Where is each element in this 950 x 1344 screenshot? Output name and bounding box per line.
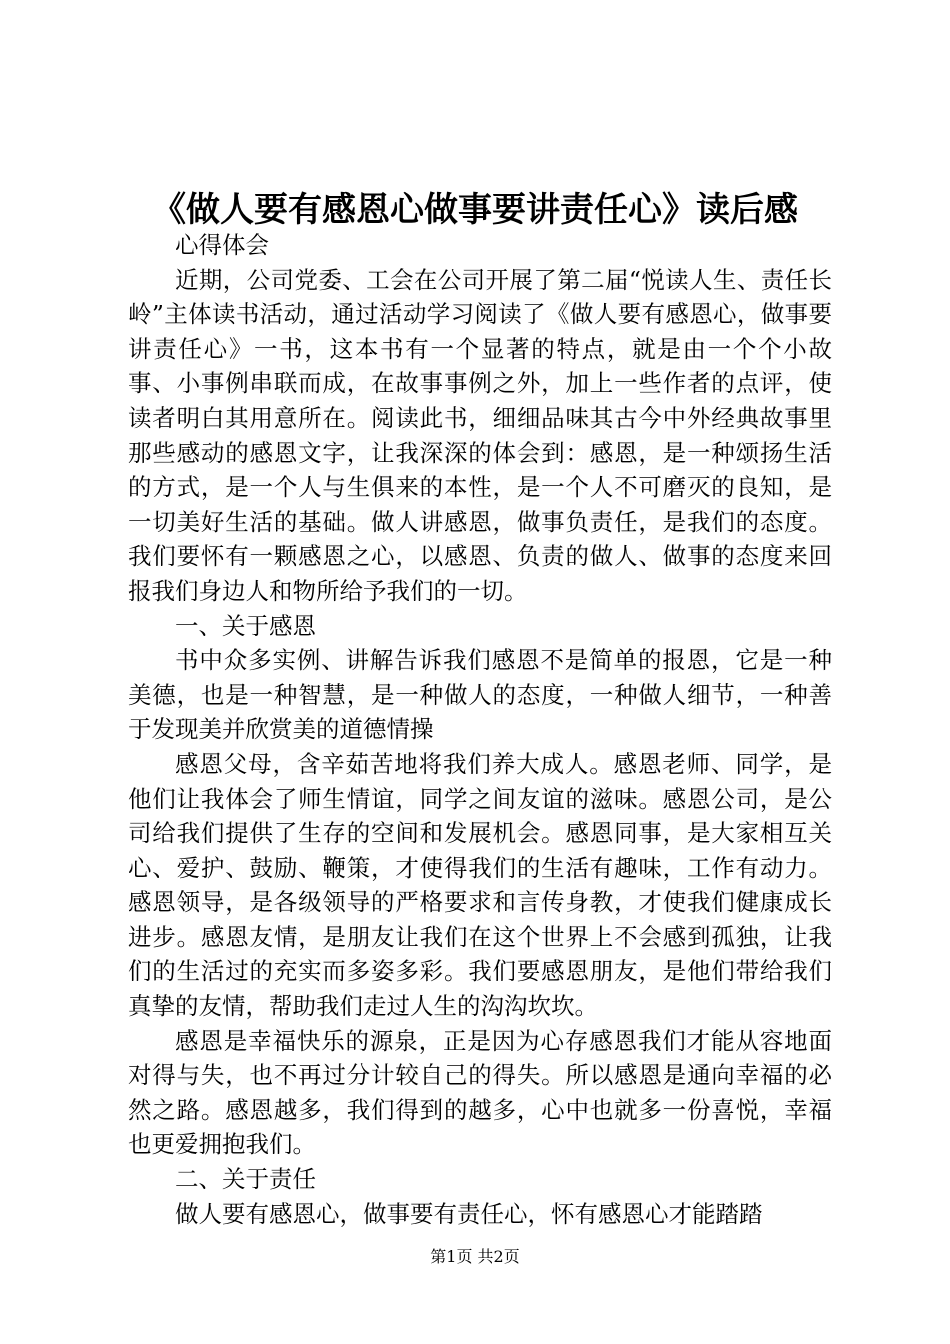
paragraph: 书中众多实例、讲解告诉我们感恩不是简单的报恩，它是一种美德，也是一种智慧，是一种做人的态度，一种做人细节，一种善于发现美并欣赏美的道德情操	[128, 646, 832, 744]
paragraph-intro: 近期，公司党委、工会在公司开展了第二届“悦读人生、责任长岭”主体读书活动，通过活动学习阅读了《做人要有感恩心，做事要讲责任心》一书，这本书有一个显著的特点，就是由一个个小故事、小事例串联而成，在故事事例之外，加上一些作者的点评，使读者明白其用意所在。阅读此书，细细品味其古今中外经典故事里那些感动的感恩文字，让我深深的体会到：感恩，是一种颂扬生活的方式，是一个人与生俱来的本性，是一个人不可磨灭的良知，是一切美好生活的基础。做人讲感恩，做事负责任，是我们的态度。我们要怀有一颗感恩之心，以感恩、负责的做人、做事的态度来回报我们身边人和物所给予我们的一切。	[128, 265, 832, 605]
paragraph: 感恩是幸福快乐的源泉，正是因为心存感恩我们才能从容地面对得与失，也不再过分计较自己的得失。所以感恩是通向幸福的必然之路。感恩越多，我们得到的越多，心中也就多一份喜悦，幸福也更爱拥抱我们。	[128, 1026, 832, 1159]
section-heading-responsibility: 二、关于责任	[175, 1165, 316, 1194]
document-title: 《做人要有感恩心做事要讲责任心》读后感	[152, 190, 798, 230]
paragraph-subtitle: 心得体会	[175, 231, 269, 259]
paragraph: 做人要有感恩心，做事要有责任心，怀有感恩心才能踏踏	[175, 1199, 763, 1228]
paragraph: 感恩父母，含辛茹苦地将我们养大成人。感恩老师、同学，是他们让我体会了师生情谊，同学之间友谊的滋味。感恩公司，是公司给我们提供了生存的空间和发展机会。感恩同事，是大家相互关心、爱护、鼓励、鞭策，才使得我们的生活有趣味，工作有动力。感恩领导，是各级领导的严格要求和言传身教，才使我们健康成长进步。感恩友情，是朋友让我们在这个世界上不会感到孤独，让我们的生活过的充实而多姿多彩。我们要感恩朋友，是他们带给我们真挚的友情，帮助我们走过人生的沟沟坎坎。	[128, 749, 832, 1021]
page-number-footer: 第1页 共2页	[430, 1247, 520, 1266]
section-heading-gratitude: 一、关于感恩	[175, 611, 316, 640]
document-body	[128, 228, 832, 1231]
